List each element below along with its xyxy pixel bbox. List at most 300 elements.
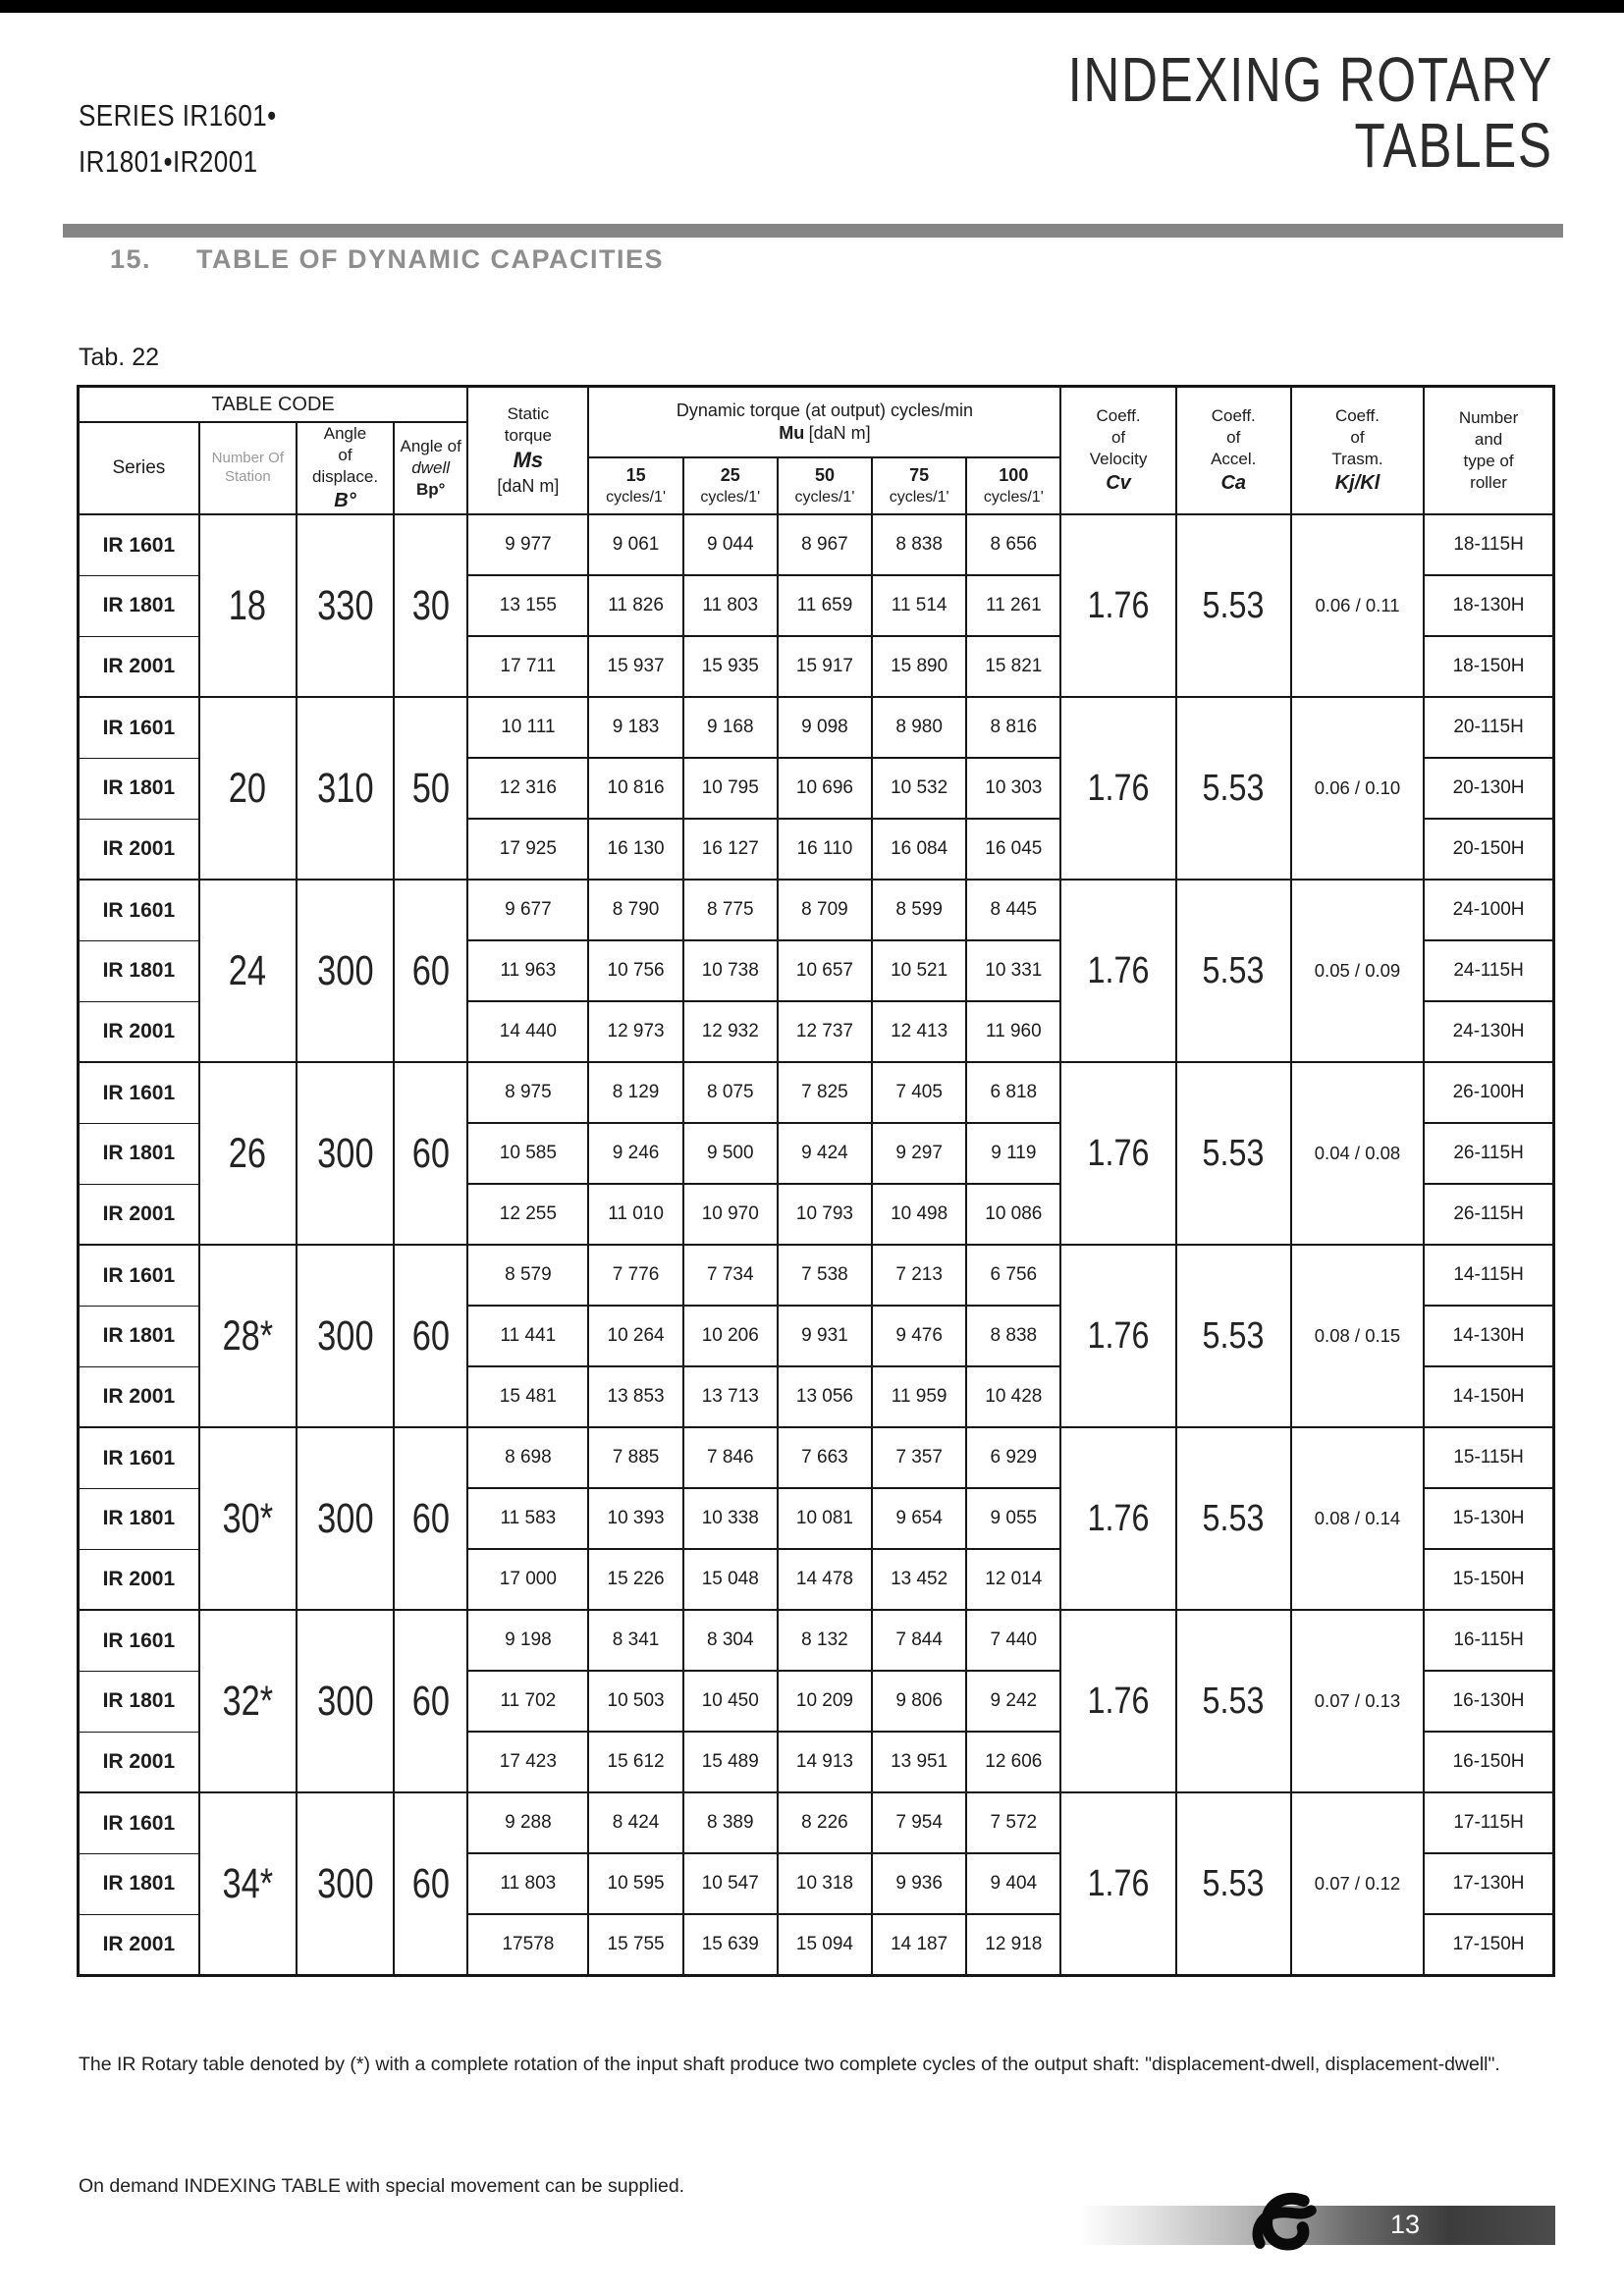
dynamic-torque-cell: 16 130	[588, 819, 682, 880]
dynamic-torque-cell: 8 424	[588, 1792, 682, 1853]
coeff-velocity-cell	[1060, 1245, 1175, 1427]
series-cell: IR 1601	[79, 514, 199, 575]
angle-displace-cell	[297, 1062, 394, 1245]
dynamic-torque-cell: 10 209	[778, 1671, 872, 1732]
roller-cell: 18-130H	[1424, 575, 1553, 636]
dynamic-torque-cell: 15 612	[588, 1732, 682, 1792]
series-cell: IR 1601	[79, 1792, 199, 1853]
coeff-velocity-cell-value: 1.76	[1087, 949, 1150, 991]
static-torque-cell: 9 677	[467, 880, 588, 940]
dynamic-torque-cell: 11 261	[966, 575, 1060, 636]
section-number: 15.	[110, 244, 152, 274]
dynamic-torque-cell: 7 885	[588, 1427, 682, 1488]
dynamic-torque-cell: 11 659	[778, 575, 872, 636]
dynamic-torque-cell: 10 532	[872, 758, 966, 819]
station-cell	[199, 1427, 297, 1610]
series-cell: IR 1801	[79, 1853, 199, 1914]
dynamic-torque-cell: 10 521	[872, 940, 966, 1001]
series-cell: IR 1801	[79, 940, 199, 1001]
footnote-on-demand: On demand INDEXING TABLE with special movement can be supplied.	[79, 2174, 685, 2197]
station-cell	[199, 697, 297, 880]
header-station: Number Of Station	[199, 422, 297, 514]
dynamic-torque-cell: 12 918	[966, 1914, 1060, 1976]
dynamic-torque-cell: 10 303	[966, 758, 1060, 819]
series-cell: IR 1601	[79, 1610, 199, 1671]
dynamic-torque-cell: 7 776	[588, 1245, 682, 1306]
header-cycles-25: 25 cycles/1'	[683, 457, 778, 514]
series-cell: IR 1601	[79, 1062, 199, 1123]
coeff-accel-cell	[1176, 1610, 1291, 1792]
dynamic-torque-cell: 15 937	[588, 636, 682, 697]
static-torque-cell: 8 579	[467, 1245, 588, 1306]
series-cell: IR 1801	[79, 1671, 199, 1732]
dynamic-torque-cell: 6 756	[966, 1245, 1060, 1306]
dynamic-torque-cell: 10 338	[683, 1488, 778, 1549]
angle-displace-cell-value: 330	[316, 581, 374, 629]
station-cell	[199, 1245, 297, 1427]
static-torque-cell: 11 583	[467, 1488, 588, 1549]
static-torque-cell: 8 975	[467, 1062, 588, 1123]
angle-displace-cell	[297, 514, 394, 697]
dynamic-torque-cell: 9 061	[588, 514, 682, 575]
dynamic-torque-cell: 10 331	[966, 940, 1060, 1001]
dynamic-torque-cell: 13 853	[588, 1366, 682, 1427]
roller-cell: 17-115H	[1424, 1792, 1553, 1853]
dynamic-torque-cell: 7 357	[872, 1427, 966, 1488]
coeff-accel-cell	[1176, 1427, 1291, 1610]
dynamic-torque-cell: 10 264	[588, 1306, 682, 1366]
dynamic-torque-cell: 10 547	[683, 1853, 778, 1914]
coeff-velocity-cell	[1060, 1792, 1175, 1976]
series-cell: IR 2001	[79, 1914, 199, 1976]
dynamic-torque-cell: 7 734	[683, 1245, 778, 1306]
dynamic-torque-cell: 9 242	[966, 1671, 1060, 1732]
dynamic-torque-cell: 9 183	[588, 697, 682, 758]
angle-dwell-cell	[394, 514, 467, 697]
dynamic-torque-cell: 15 489	[683, 1732, 778, 1792]
static-torque-cell: 9 288	[467, 1792, 588, 1853]
coeff-velocity-cell	[1060, 697, 1175, 880]
top-black-bar	[0, 0, 1624, 13]
dynamic-torque-cell: 10 081	[778, 1488, 872, 1549]
page-title-line-2: TABLES	[1354, 110, 1553, 182]
dynamic-torque-cell: 8 816	[966, 697, 1060, 758]
series-cell: IR 2001	[79, 1732, 199, 1792]
dynamic-torque-cell: 9 098	[778, 697, 872, 758]
coeff-trasm-cell: 0.05 / 0.09	[1291, 880, 1424, 1062]
series-cell: IR 1601	[79, 1427, 199, 1488]
dynamic-torque-cell: 9 806	[872, 1671, 966, 1732]
dynamic-torque-cell: 12 737	[778, 1001, 872, 1062]
header-cycles-75: 75 cycles/1'	[872, 457, 966, 514]
static-torque-cell: 14 440	[467, 1001, 588, 1062]
header-series: Series	[79, 422, 199, 514]
dynamic-torque-cell: 8 304	[683, 1610, 778, 1671]
coeff-accel-cell-value: 5.53	[1202, 767, 1265, 809]
series-cell: IR 1801	[79, 1123, 199, 1184]
coeff-accel-cell-value: 5.53	[1202, 1680, 1265, 1722]
header-coeff-accel: Coeff. of Accel. Ca	[1176, 387, 1291, 515]
dynamic-torque-cell: 11 959	[872, 1366, 966, 1427]
roller-cell: 24-115H	[1424, 940, 1553, 1001]
coeff-trasm-cell: 0.07 / 0.12	[1291, 1792, 1424, 1976]
dynamic-torque-cell: 10 503	[588, 1671, 682, 1732]
dynamic-torque-cell: 13 951	[872, 1732, 966, 1792]
dynamic-torque-cell: 16 084	[872, 819, 966, 880]
angle-displace-cell-value: 300	[316, 1311, 374, 1360]
dynamic-torque-cell: 7 538	[778, 1245, 872, 1306]
dynamic-torque-cell: 15 639	[683, 1914, 778, 1976]
dynamic-torque-cell: 9 936	[872, 1853, 966, 1914]
coeff-accel-cell-value: 5.53	[1202, 1862, 1265, 1904]
roller-cell: 26-115H	[1424, 1123, 1553, 1184]
dynamic-torque-cell: 9 424	[778, 1123, 872, 1184]
angle-displace-cell	[297, 1245, 394, 1427]
dynamic-torque-cell: 11 826	[588, 575, 682, 636]
coeff-accel-cell	[1176, 697, 1291, 880]
dynamic-torque-cell: 7 213	[872, 1245, 966, 1306]
dynamic-torque-cell: 9 654	[872, 1488, 966, 1549]
coeff-accel-cell	[1176, 1245, 1291, 1427]
coeff-trasm-cell: 0.08 / 0.15	[1291, 1245, 1424, 1427]
angle-dwell-cell	[394, 1062, 467, 1245]
dynamic-torque-cell: 12 973	[588, 1001, 682, 1062]
coeff-velocity-cell	[1060, 1427, 1175, 1610]
station-cell-value: 18	[229, 581, 267, 629]
angle-displace-cell	[297, 1610, 394, 1792]
dynamic-torque-cell: 8 129	[588, 1062, 682, 1123]
dynamic-torque-cell: 8 445	[966, 880, 1060, 940]
dynamic-torque-cell: 10 428	[966, 1366, 1060, 1427]
series-cell: IR 1801	[79, 1488, 199, 1549]
dynamic-torque-cell: 9 297	[872, 1123, 966, 1184]
dynamic-torque-cell: 8 656	[966, 514, 1060, 575]
dynamic-torque-cell: 15 048	[683, 1549, 778, 1610]
dynamic-torque-cell: 16 127	[683, 819, 778, 880]
roller-cell: 16-130H	[1424, 1671, 1553, 1732]
dynamic-torque-cell: 7 572	[966, 1792, 1060, 1853]
station-cell	[199, 880, 297, 1062]
dynamic-torque-cell: 13 713	[683, 1366, 778, 1427]
station-cell	[199, 1610, 297, 1792]
angle-dwell-cell	[394, 880, 467, 1062]
angle-dwell-cell	[394, 1610, 467, 1792]
roller-cell: 24-100H	[1424, 880, 1553, 940]
coeff-velocity-cell-value: 1.76	[1087, 1314, 1150, 1357]
roller-cell: 14-130H	[1424, 1306, 1553, 1366]
header-coeff-velocity: Coeff. of Velocity Cv	[1060, 387, 1175, 515]
coeff-accel-cell	[1176, 1792, 1291, 1976]
dynamic-torque-cell: 11 514	[872, 575, 966, 636]
header-angle-displace: Angle of displace. B°	[297, 422, 394, 514]
dynamic-torque-cell: 13 452	[872, 1549, 966, 1610]
static-torque-cell: 15 481	[467, 1366, 588, 1427]
dynamic-torque-cell: 9 119	[966, 1123, 1060, 1184]
dynamic-torque-cell: 10 595	[588, 1853, 682, 1914]
dynamic-torque-cell: 9 931	[778, 1306, 872, 1366]
angle-displace-cell	[297, 880, 394, 1062]
series-cell: IR 2001	[79, 1184, 199, 1245]
static-torque-cell: 17 925	[467, 819, 588, 880]
static-torque-cell: 11 441	[467, 1306, 588, 1366]
coeff-velocity-cell-value: 1.76	[1087, 767, 1150, 809]
dynamic-torque-cell: 10 086	[966, 1184, 1060, 1245]
angle-dwell-cell-value: 60	[411, 1494, 450, 1542]
header-roller: Number and type of roller	[1424, 387, 1553, 515]
angle-displace-cell	[297, 1427, 394, 1610]
divider-bar	[63, 224, 1563, 238]
dynamic-torque-cell: 11 803	[683, 575, 778, 636]
dynamic-torque-cell: 8 838	[872, 514, 966, 575]
footer-gradient-bar	[1078, 2206, 1555, 2245]
dynamic-torque-cell: 16 045	[966, 819, 1060, 880]
series-cell: IR 1801	[79, 758, 199, 819]
angle-dwell-cell-value: 60	[411, 1859, 450, 1907]
static-torque-cell: 11 803	[467, 1853, 588, 1914]
dynamic-torque-cell: 7 405	[872, 1062, 966, 1123]
header-angle-dwell: Angle of dwell Bp°	[394, 422, 467, 514]
series-cell: IR 2001	[79, 819, 199, 880]
roller-cell: 18-150H	[1424, 636, 1553, 697]
coeff-trasm-cell: 0.06 / 0.10	[1291, 697, 1424, 880]
dynamic-torque-cell: 12 606	[966, 1732, 1060, 1792]
dynamic-torque-cell: 8 967	[778, 514, 872, 575]
dynamic-torque-cell: 9 168	[683, 697, 778, 758]
dynamic-torque-cell: 13 056	[778, 1366, 872, 1427]
coeff-trasm-cell: 0.04 / 0.08	[1291, 1062, 1424, 1245]
table-row	[79, 880, 1554, 940]
coeff-accel-cell-value: 5.53	[1202, 584, 1265, 626]
dynamic-torque-cell: 8 226	[778, 1792, 872, 1853]
roller-cell: 18-115H	[1424, 514, 1553, 575]
static-torque-cell: 11 702	[467, 1671, 588, 1732]
angle-dwell-cell-value: 60	[411, 1677, 450, 1725]
static-torque-cell: 9 198	[467, 1610, 588, 1671]
angle-displace-cell-value: 300	[316, 1129, 374, 1177]
header-cycles-100: 100 cycles/1'	[966, 457, 1060, 514]
dynamic-torque-cell: 12 014	[966, 1549, 1060, 1610]
header-coeff-trasm: Coeff. of Trasm. Kj/Kl	[1291, 387, 1424, 515]
dynamic-torque-cell: 8 709	[778, 880, 872, 940]
angle-displace-cell-value: 300	[316, 1677, 374, 1725]
roller-cell: 17-150H	[1424, 1914, 1553, 1976]
header-dynamic-torque: Dynamic torque (at output) cycles/min Mu [daN m]	[588, 387, 1060, 458]
series-cell: IR 1601	[79, 880, 199, 940]
roller-cell: 16-150H	[1424, 1732, 1553, 1792]
station-cell-value: 24	[229, 946, 267, 994]
coeff-accel-cell-value: 5.53	[1202, 949, 1265, 991]
angle-dwell-cell	[394, 697, 467, 880]
roller-cell: 20-115H	[1424, 697, 1553, 758]
dynamic-torque-cell: 10 696	[778, 758, 872, 819]
footnote-asterisk: The IR Rotary table denoted by (*) with a complete rotation of the input shaft produce two complete cycles of the output shaft: "displacement-dwell, displacement-dwell".	[79, 2053, 1500, 2075]
series-cell: IR 2001	[79, 1549, 199, 1610]
static-torque-cell: 17 711	[467, 636, 588, 697]
coeff-accel-cell	[1176, 1062, 1291, 1245]
brand-logo-icon	[1245, 2188, 1320, 2263]
station-cell	[199, 514, 297, 697]
dynamic-torque-cell: 10 793	[778, 1184, 872, 1245]
table-row	[79, 1792, 1554, 1853]
coeff-velocity-cell-value: 1.76	[1087, 1132, 1150, 1174]
roller-cell: 15-115H	[1424, 1427, 1553, 1488]
coeff-velocity-cell-value: 1.76	[1087, 584, 1150, 626]
static-torque-cell: 17 423	[467, 1732, 588, 1792]
dynamic-torque-cell: 8 389	[683, 1792, 778, 1853]
dynamic-torque-cell: 10 756	[588, 940, 682, 1001]
dynamic-torque-cell: 9 246	[588, 1123, 682, 1184]
angle-dwell-cell-value: 60	[411, 1129, 450, 1177]
dynamic-torque-cell: 12 413	[872, 1001, 966, 1062]
angle-dwell-cell	[394, 1245, 467, 1427]
station-cell-value: 28*	[222, 1311, 274, 1360]
dynamic-torque-cell: 10 318	[778, 1853, 872, 1914]
angle-dwell-cell-value: 50	[411, 764, 450, 812]
angle-dwell-cell-value: 30	[411, 581, 450, 629]
coeff-accel-cell-value: 5.53	[1202, 1132, 1265, 1174]
dynamic-torque-cell: 8 980	[872, 697, 966, 758]
dynamic-torque-cell: 11 960	[966, 1001, 1060, 1062]
dynamic-torque-cell: 8 075	[683, 1062, 778, 1123]
dynamic-torque-cell: 14 478	[778, 1549, 872, 1610]
dynamic-torque-cell: 9 055	[966, 1488, 1060, 1549]
dynamic-torque-cell: 15 226	[588, 1549, 682, 1610]
angle-displace-cell	[297, 697, 394, 880]
angle-displace-cell-value: 310	[316, 764, 374, 812]
series-cell: IR 1601	[79, 697, 199, 758]
station-cell-value: 34*	[222, 1859, 274, 1907]
static-torque-cell: 12 316	[467, 758, 588, 819]
dynamic-torque-cell: 7 844	[872, 1610, 966, 1671]
roller-cell: 15-150H	[1424, 1549, 1553, 1610]
dynamic-torque-cell: 15 821	[966, 636, 1060, 697]
dynamic-torque-cell: 15 094	[778, 1914, 872, 1976]
header-table-code: TABLE CODE	[79, 387, 468, 423]
dynamic-torque-cell: 9 476	[872, 1306, 966, 1366]
dynamic-torque-cell: 6 929	[966, 1427, 1060, 1488]
dynamic-torque-cell: 10 970	[683, 1184, 778, 1245]
roller-cell: 14-115H	[1424, 1245, 1553, 1306]
series-cell: IR 2001	[79, 1366, 199, 1427]
page-title-line-1: INDEXING ROTARY	[1067, 44, 1553, 115]
dynamic-torque-cell: 8 132	[778, 1610, 872, 1671]
series-cell: IR 2001	[79, 1001, 199, 1062]
static-torque-cell: 10 111	[467, 697, 588, 758]
section-title: TABLE OF DYNAMIC CAPACITIES	[196, 244, 665, 274]
dynamic-torque-cell: 15 917	[778, 636, 872, 697]
coeff-trasm-cell: 0.06 / 0.11	[1291, 514, 1424, 697]
coeff-velocity-cell-value: 1.76	[1087, 1680, 1150, 1722]
dynamic-torque-cell: 7 825	[778, 1062, 872, 1123]
dynamic-torque-cell: 10 816	[588, 758, 682, 819]
dynamic-torque-cell: 7 954	[872, 1792, 966, 1853]
dynamic-torque-cell: 14 187	[872, 1914, 966, 1976]
roller-cell: 15-130H	[1424, 1488, 1553, 1549]
coeff-velocity-cell	[1060, 1062, 1175, 1245]
station-cell-value: 30*	[222, 1494, 274, 1542]
dynamic-torque-cell: 10 738	[683, 940, 778, 1001]
angle-displace-cell-value: 300	[316, 1494, 374, 1542]
static-torque-cell: 9 977	[467, 514, 588, 575]
roller-cell: 24-130H	[1424, 1001, 1553, 1062]
station-cell	[199, 1062, 297, 1245]
dynamic-torque-cell: 8 341	[588, 1610, 682, 1671]
header-cycles-50: 50 cycles/1'	[778, 457, 872, 514]
static-torque-cell: 12 255	[467, 1184, 588, 1245]
page-number: 13	[1390, 2210, 1421, 2239]
coeff-accel-cell	[1176, 514, 1291, 697]
station-cell-value: 20	[229, 764, 267, 812]
table-row	[79, 514, 1554, 575]
angle-dwell-cell	[394, 1427, 467, 1610]
dynamic-torque-cell: 10 657	[778, 940, 872, 1001]
dynamic-torque-cell: 9 044	[683, 514, 778, 575]
table-row	[79, 697, 1554, 758]
roller-cell: 20-130H	[1424, 758, 1553, 819]
static-torque-cell: 17 000	[467, 1549, 588, 1610]
static-torque-cell: 17578	[467, 1914, 588, 1976]
dynamic-torque-cell: 8 790	[588, 880, 682, 940]
coeff-velocity-cell-value: 1.76	[1087, 1497, 1150, 1539]
angle-displace-cell	[297, 1792, 394, 1976]
coeff-accel-cell-value: 5.53	[1202, 1314, 1265, 1357]
coeff-trasm-cell: 0.07 / 0.13	[1291, 1610, 1424, 1792]
roller-cell: 16-115H	[1424, 1610, 1553, 1671]
table-row	[79, 1245, 1554, 1306]
coeff-trasm-cell: 0.08 / 0.14	[1291, 1427, 1424, 1610]
page-title	[947, 44, 1553, 182]
roller-cell: 20-150H	[1424, 819, 1553, 880]
dynamic-torque-cell: 6 818	[966, 1062, 1060, 1123]
coeff-velocity-cell	[1060, 880, 1175, 1062]
angle-dwell-cell-value: 60	[411, 946, 450, 994]
dynamic-torque-cell: 14 913	[778, 1732, 872, 1792]
dynamic-torque-cell: 10 450	[683, 1671, 778, 1732]
coeff-accel-cell	[1176, 880, 1291, 1062]
dynamic-torque-cell: 10 498	[872, 1184, 966, 1245]
static-torque-cell: 8 698	[467, 1427, 588, 1488]
dynamic-torque-cell: 16 110	[778, 819, 872, 880]
dynamic-torque-cell: 7 846	[683, 1427, 778, 1488]
coeff-velocity-cell	[1060, 514, 1175, 697]
angle-dwell-cell-value: 60	[411, 1311, 450, 1360]
roller-cell: 26-115H	[1424, 1184, 1553, 1245]
dynamic-torque-cell: 15 935	[683, 636, 778, 697]
series-line-2: IR1801•IR2001	[79, 143, 258, 179]
series-line-1: SERIES IR1601•	[79, 98, 277, 133]
dynamic-torque-cell: 9 500	[683, 1123, 778, 1184]
series-cell: IR 2001	[79, 636, 199, 697]
table-row	[79, 1610, 1554, 1671]
dynamic-torque-cell: 8 838	[966, 1306, 1060, 1366]
roller-cell: 17-130H	[1424, 1853, 1553, 1914]
angle-displace-cell-value: 300	[316, 1859, 374, 1907]
angle-displace-cell-value: 300	[316, 946, 374, 994]
dynamic-torque-cell: 12 932	[683, 1001, 778, 1062]
angle-dwell-cell	[394, 1792, 467, 1976]
table-row	[79, 1062, 1554, 1123]
dynamic-torque-cell: 10 393	[588, 1488, 682, 1549]
static-torque-cell: 11 963	[467, 940, 588, 1001]
coeff-accel-cell-value: 5.53	[1202, 1497, 1265, 1539]
dynamic-torque-cell: 8 775	[683, 880, 778, 940]
series-cell: IR 1601	[79, 1245, 199, 1306]
station-cell	[199, 1792, 297, 1976]
dynamic-torque-cell: 15 890	[872, 636, 966, 697]
static-torque-cell: 13 155	[467, 575, 588, 636]
series-cell: IR 1801	[79, 575, 199, 636]
section-heading	[110, 244, 664, 275]
